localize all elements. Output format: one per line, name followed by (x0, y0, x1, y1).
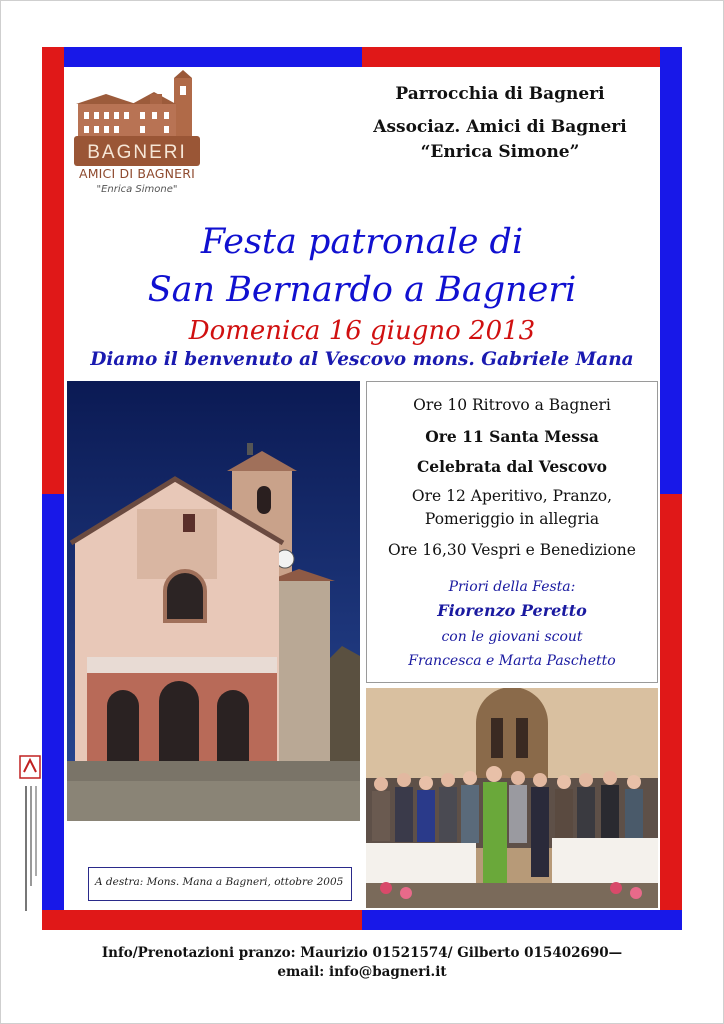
program-item: Ore 11 Santa Messa (425, 427, 599, 446)
parish-heading: Parrocchia di Bagneri (395, 84, 605, 104)
frame-left-top-red (42, 47, 64, 494)
logo-association-subtitle: "Enrica Simone" (96, 184, 178, 195)
association-name-heading: “Enrica Simone” (420, 142, 580, 162)
logo-association-name: AMICI DI BAGNERI (78, 166, 196, 181)
footer-contacts: Info/Prenotazioni pranzo: Maurizio 01521574/ Gilberto 015402690— (101, 945, 623, 961)
event-title-line2: San Bernardo a Bagneri (147, 270, 577, 310)
footer-email: email: info@bagneri.it (277, 964, 447, 980)
frame-right-top-blue (660, 47, 682, 494)
program-item: Celebrata dal Vescovo (416, 457, 608, 476)
scout-names: Francesca e Marta Paschetto (408, 653, 616, 669)
group-photo (366, 688, 658, 908)
association-heading: Associaz. Amici di Bagneri (373, 117, 627, 137)
church-photo (67, 381, 360, 821)
program-item: Ore 10 Ritrovo a Bagneri (413, 396, 611, 414)
sponsor-logo-icon (14, 750, 54, 920)
frame-top-right-red (362, 47, 682, 67)
priori-label: Priori della Festa: (448, 579, 576, 595)
frame-right-bottom-red (660, 494, 682, 930)
frame-top-left-blue (42, 47, 362, 67)
program-item: Ore 16,30 Vespri e Benedizione (388, 541, 636, 559)
event-date: Domenica 16 giugno 2013 (188, 316, 536, 346)
welcome-line: Diamo il benvenuto al Vescovo mons. Gabriele Mana (90, 349, 634, 370)
association-logo (66, 70, 208, 210)
photo-caption: A destra: Mons. Mana a Bagneri, ottobre 2005 (88, 867, 352, 901)
program-box (366, 381, 658, 683)
program-item: Ore 12 Aperitivo, Pranzo, (411, 487, 613, 505)
priori-name: Fiorenzo Peretto (437, 601, 587, 620)
frame-bottom-left-red (42, 910, 362, 930)
scout-line: con le giovani scout (441, 629, 583, 645)
program-item: Pomeriggio in allegria (424, 510, 600, 528)
frame-bottom-right-blue (362, 910, 682, 930)
event-title-line1: Festa patronale di (200, 222, 524, 262)
logo-badge-text: BAGNERI (87, 142, 187, 163)
church-logo-icon (70, 70, 204, 168)
